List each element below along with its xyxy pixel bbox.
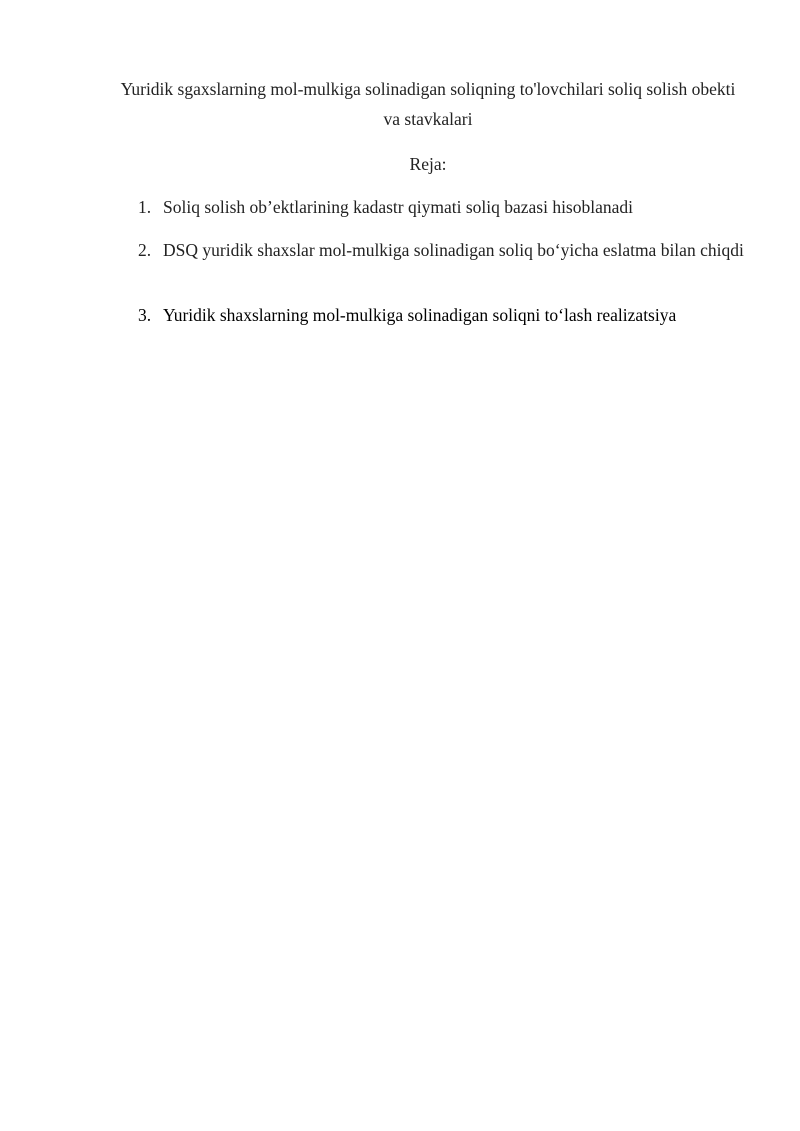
plan-item-2 — [138, 235, 744, 266]
plan-item-number: 3. — [138, 305, 152, 325]
plan-item-number: 2. — [138, 240, 152, 260]
plan-heading: Reja: — [409, 154, 447, 174]
plan-item-3 — [138, 300, 744, 331]
plan-item-text: Soliq solish ob’ektlarining kadastr qiymati soliq bazasi hisoblanadi — [163, 197, 634, 217]
plan-item-1 — [138, 192, 744, 223]
plan-item-text: Yuridik shaxslarning mol-mulkiga solinadigan soliqni to‘lash realizatsiya — [163, 305, 677, 325]
plan-item-number: 1. — [138, 197, 152, 217]
plan-item-text: DSQ yuridik shaxslar mol-mulkiga solinadigan soliq bo‘yicha eslatma bilan chiqdi — [163, 240, 744, 260]
document-title: Yuridik sgaxslarning mol-mulkiga solinadigan soliqning to'lovchilari soliq solish obekti va stavkalari — [120, 79, 736, 129]
